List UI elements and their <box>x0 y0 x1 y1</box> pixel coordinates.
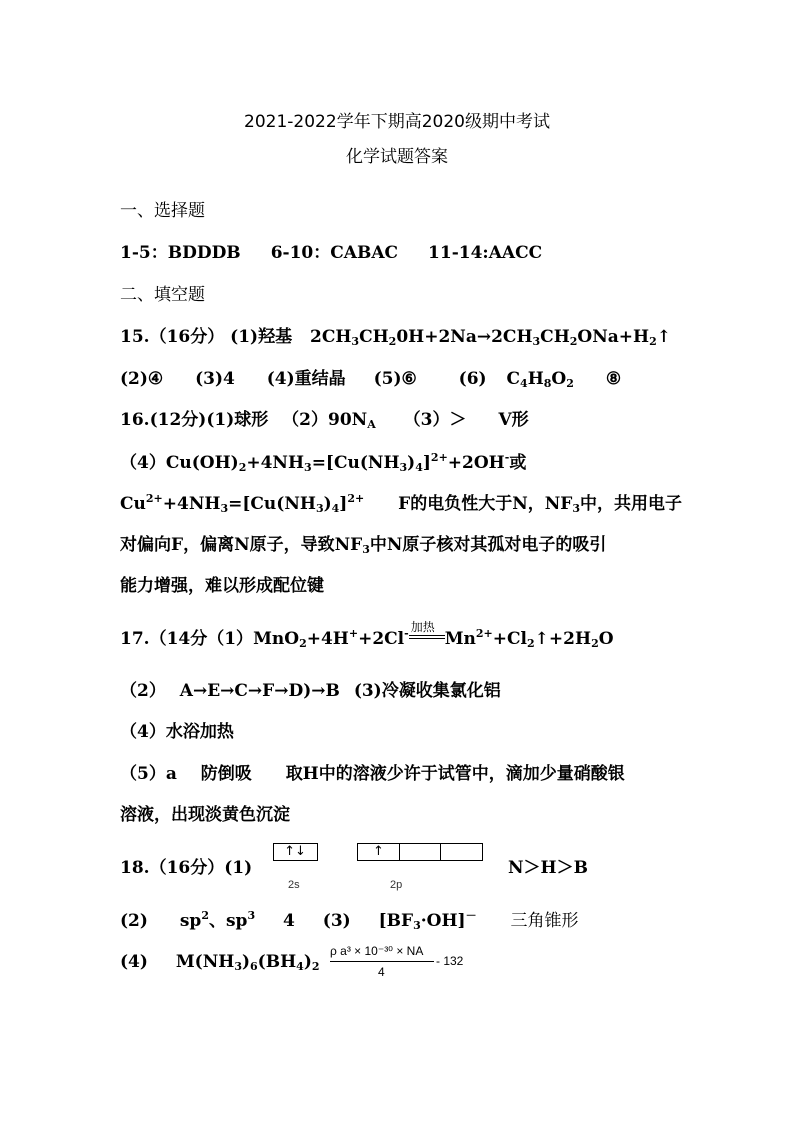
q16-part4-text3: 能力增强，难以形成配位键 <box>120 576 324 596</box>
q16-line-4 <box>120 534 606 556</box>
answers-1-5: 1-5：BDDDB <box>120 243 241 263</box>
q17-part3: (3)冷凝收集氯化铝 <box>353 681 501 701</box>
q15-formula: $C_4H_8O_2$ <box>506 369 574 390</box>
q16-part3: （3）＞ <box>403 410 467 430</box>
choice-answers <box>120 242 542 264</box>
q16-number: 16.(12分) <box>120 410 207 430</box>
q15-number: 15.（16分） <box>120 327 225 347</box>
fraction-denominator: 4 <box>378 965 385 979</box>
answers-11-14: 11-14:AACC <box>428 243 543 263</box>
q18-ion: $[BF_3\cdot OH]^-$ <box>378 909 477 932</box>
q15-part2: (2)④ <box>120 369 164 389</box>
q16-part2: $(2)90N_A$ <box>282 410 376 431</box>
q16-line-2 <box>120 452 526 474</box>
q17-part4: （4）水浴加热 <box>120 722 234 742</box>
orbital-2p-empty-3 <box>441 844 482 860</box>
section-heading-fill: 二、填空题 <box>120 285 205 305</box>
q15-part1: (1)羟基 <box>230 327 293 347</box>
orbital-2p-empty-2 <box>400 844 441 860</box>
orbital-label-2p: 2p <box>390 879 403 891</box>
q18-part4: (4) <box>120 952 148 972</box>
orbital-box-2s <box>273 843 318 861</box>
q15-part6-c: ⑧ <box>605 369 622 389</box>
q18-line-3 <box>120 951 320 973</box>
q17-line-2 <box>120 680 501 702</box>
q15-part4: (4)重结晶 <box>266 369 346 389</box>
q16-part4-text2: 对偏向F，偏离N原子，导致$NF_3$中N原子核对其孤对电子的吸引 <box>120 535 607 556</box>
q17-line-1 <box>120 620 614 650</box>
q18-part2-c: 4 <box>283 911 295 931</box>
q18-line-1 <box>120 857 252 879</box>
page-title: 2021-2022学年下期高2020级期中考试 <box>244 112 550 132</box>
heating-condition-arrow <box>409 620 445 650</box>
q16-line-1 <box>120 409 529 431</box>
orbital-2p-electron-1: ↑ <box>358 844 400 860</box>
q15-line-1 <box>120 326 671 348</box>
q17-part5-c: 取H中的溶液少许于试管中，滴加少量硝酸银 <box>285 764 625 784</box>
q15-equation: $2CH_3CH_20H+2Na\to 2CH_3CH_2ONa+H_2↑$ <box>310 327 671 348</box>
q18-part3-c: 三角锥形 <box>510 911 579 931</box>
q18-part3: (3) <box>322 911 351 931</box>
q17-line-4 <box>120 763 625 785</box>
q18-order: N＞H＞B <box>508 858 588 878</box>
q16-part4-eq1: $(4)Cu(OH)_2+4NH_3=[Cu(NH_3)_4]^{2+}+2OH^-$或 <box>120 451 527 474</box>
q16-part4-text1: F的电负性大于N，$NF_3$中，共用电子 <box>398 494 683 515</box>
q16-part4-eq2: $Cu^{2+}+4NH_3=[Cu(NH_3)_4]^{2+}$ <box>120 492 365 515</box>
q17-number: 17.（14分（1） <box>120 629 254 649</box>
q17-part2: （2） <box>120 681 166 701</box>
q18-part2: (2) <box>120 911 148 931</box>
q16-line-3 <box>120 493 682 515</box>
q17-part5-d: 溶液，出现淡黄色沉淀 <box>120 805 290 825</box>
q15-part3: (3)4 <box>195 369 235 389</box>
section-heading-choice: 一、选择题 <box>120 201 205 221</box>
q15-line-2 <box>120 368 621 390</box>
page-subtitle: 化学试题答案 <box>346 147 448 167</box>
q17-part2-order: A→E→C→F→D)→B <box>179 681 340 701</box>
q15-part5: (5)⑥ <box>373 369 417 389</box>
fraction-tail: - 132 <box>436 954 464 968</box>
q18-number: 18.（16分）(1) <box>120 858 253 878</box>
heating-condition-label: 加热 <box>410 620 435 634</box>
orbital-2s-electrons: ↑↓ <box>284 844 306 859</box>
orbital-label-2s: 2s <box>288 879 300 891</box>
q17-part5: （5）a <box>120 764 177 784</box>
q16-part1: (1)球形 <box>206 410 269 430</box>
q18-formula: $M(NH_3)_6(BH_4)_2$ <box>175 952 320 973</box>
q18-hybridization: $sp^2$、$sp^3$ <box>179 909 256 931</box>
answers-6-10: 6-10：CABAC <box>270 243 399 263</box>
q16-part3-b: V形 <box>498 410 529 430</box>
q16-line-5 <box>120 575 324 597</box>
q15-part6: (6) <box>458 369 487 389</box>
q17-line-3 <box>120 721 234 743</box>
q17-equation: MnO$_2$+4H++2Cl- 加热 $Mn^{2+}+Cl_2↑+2H_2O$ <box>253 629 613 649</box>
q18-line-2 <box>120 910 579 932</box>
q17-part5-b: 防倒吸 <box>200 764 252 784</box>
q17-line-5 <box>120 804 290 826</box>
fraction-numerator: ρ a³ × 10⁻³⁰ × NA <box>330 944 424 958</box>
orbital-box-2p <box>357 843 483 861</box>
